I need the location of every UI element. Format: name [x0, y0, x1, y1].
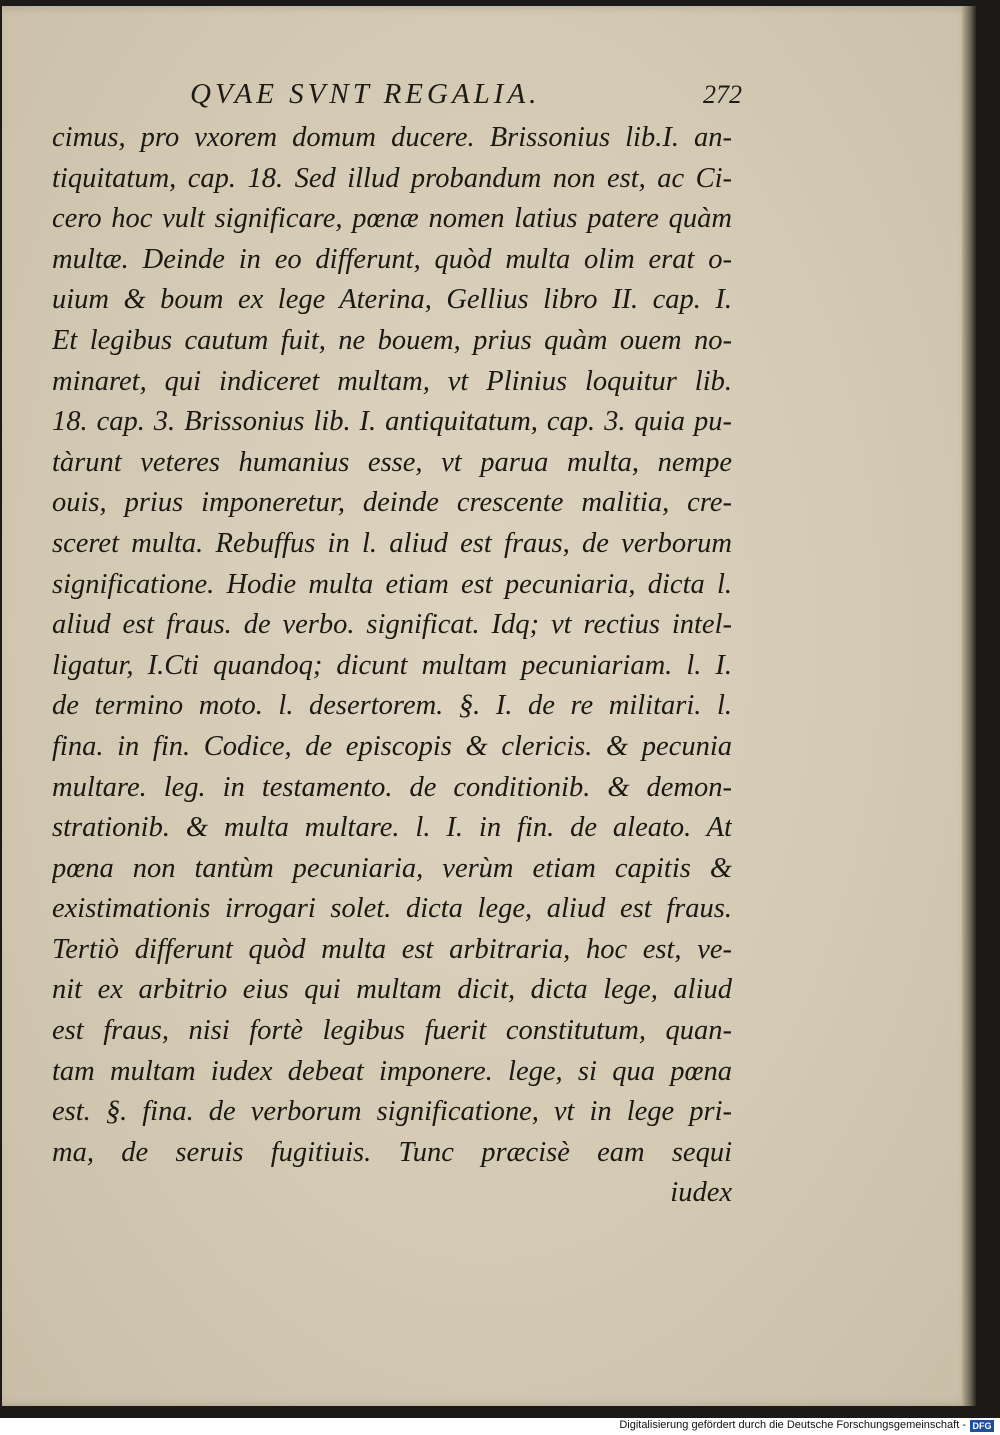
- text-line: significatione. Hodie multa etiam est pecuniaria, dicta l.: [52, 568, 732, 600]
- page-edge: [962, 6, 976, 1406]
- dfg-logo: DFG: [970, 1420, 994, 1432]
- text-line: tàrunt veteres humanius esse, vt parua multa, nempe: [52, 446, 732, 478]
- text-line: Tertiò differunt quòd multa est arbitraria, hoc est, ve-: [52, 933, 732, 965]
- text-line: minaret, qui indiceret multam, vt Plinius loquitur lib.: [52, 365, 732, 397]
- text-line: est fraus, nisi fortè legibus fuerit constitutum, quan-: [52, 1015, 732, 1047]
- page-number: 272: [703, 80, 742, 109]
- text-line: multare. leg. in testamento. de conditionib. & demon-: [52, 771, 732, 803]
- funding-credit: Digitalisierung gefördert durch die Deutsche Forschungsgemeinschaft -: [619, 1419, 966, 1431]
- text-line: strationib. & multa multare. l. I. in fin. de aleato. At: [52, 812, 732, 844]
- text-line: Et legibus cautum fuit, ne bouem, prius quàm ouem no-: [52, 324, 732, 356]
- text-line: aliud est fraus. de verbo. significat. Idq; vt rectius intel-: [52, 609, 732, 641]
- text-line: existimationis irrogari solet. dicta lege, aliud est fraus.: [52, 893, 732, 925]
- text-line: tiquitatum, cap. 18. Sed illud probandum non est, ac Ci-: [52, 162, 732, 194]
- text-line: tam multam iudex debeat imponere. lege, si qua pœna: [52, 1055, 732, 1087]
- body-text: [52, 118, 732, 1214]
- text-line: est. §. fina. de verborum significatione, vt in lege pri-: [52, 1096, 732, 1128]
- text-line: pœna non tantùm pecuniaria, verùm etiam capitis &: [52, 852, 732, 884]
- text-line: de termino moto. l. desertorem. §. I. de re militari. l.: [52, 690, 732, 722]
- text-line: multæ. Deinde in eo differunt, quòd multa olim erat o-: [52, 243, 732, 275]
- text-line: cero hoc vult significare, pœnæ nomen latius patere quàm: [52, 203, 732, 235]
- text-line: uium & boum ex lege Aterina, Gellius libro II. cap. I.: [52, 284, 732, 316]
- text-line: fina. in fin. Codice, de episcopis & clericis. & pecunia: [52, 730, 732, 762]
- text-line: ligatur, I.Cti quandoq; dicunt multam pecuniariam. l. I.: [52, 649, 732, 681]
- catchword: iudex: [670, 1177, 732, 1209]
- running-head: QVAE SVNT REGALIA.: [190, 78, 541, 110]
- page-header: [190, 78, 742, 118]
- footer-bar: [0, 1418, 1000, 1435]
- text-line: cimus, pro vxorem domum ducere. Brissonius lib.I. an-: [52, 122, 732, 153]
- text-line: sceret multa. Rebuffus in l. aliud est fraus, de verborum: [52, 527, 732, 559]
- text-line: ouis, prius imponeretur, deinde crescente malitia, cre-: [52, 487, 732, 519]
- text-line: 18. cap. 3. Brissonius lib. I. antiquitatum, cap. 3. quia pu-: [52, 406, 732, 438]
- text-line: nit ex arbitrio eius qui multam dicit, dicta lege, aliud: [52, 974, 732, 1006]
- text-line: ma, de seruis fugitiuis. Tunc præcisè eam sequi: [52, 1136, 732, 1168]
